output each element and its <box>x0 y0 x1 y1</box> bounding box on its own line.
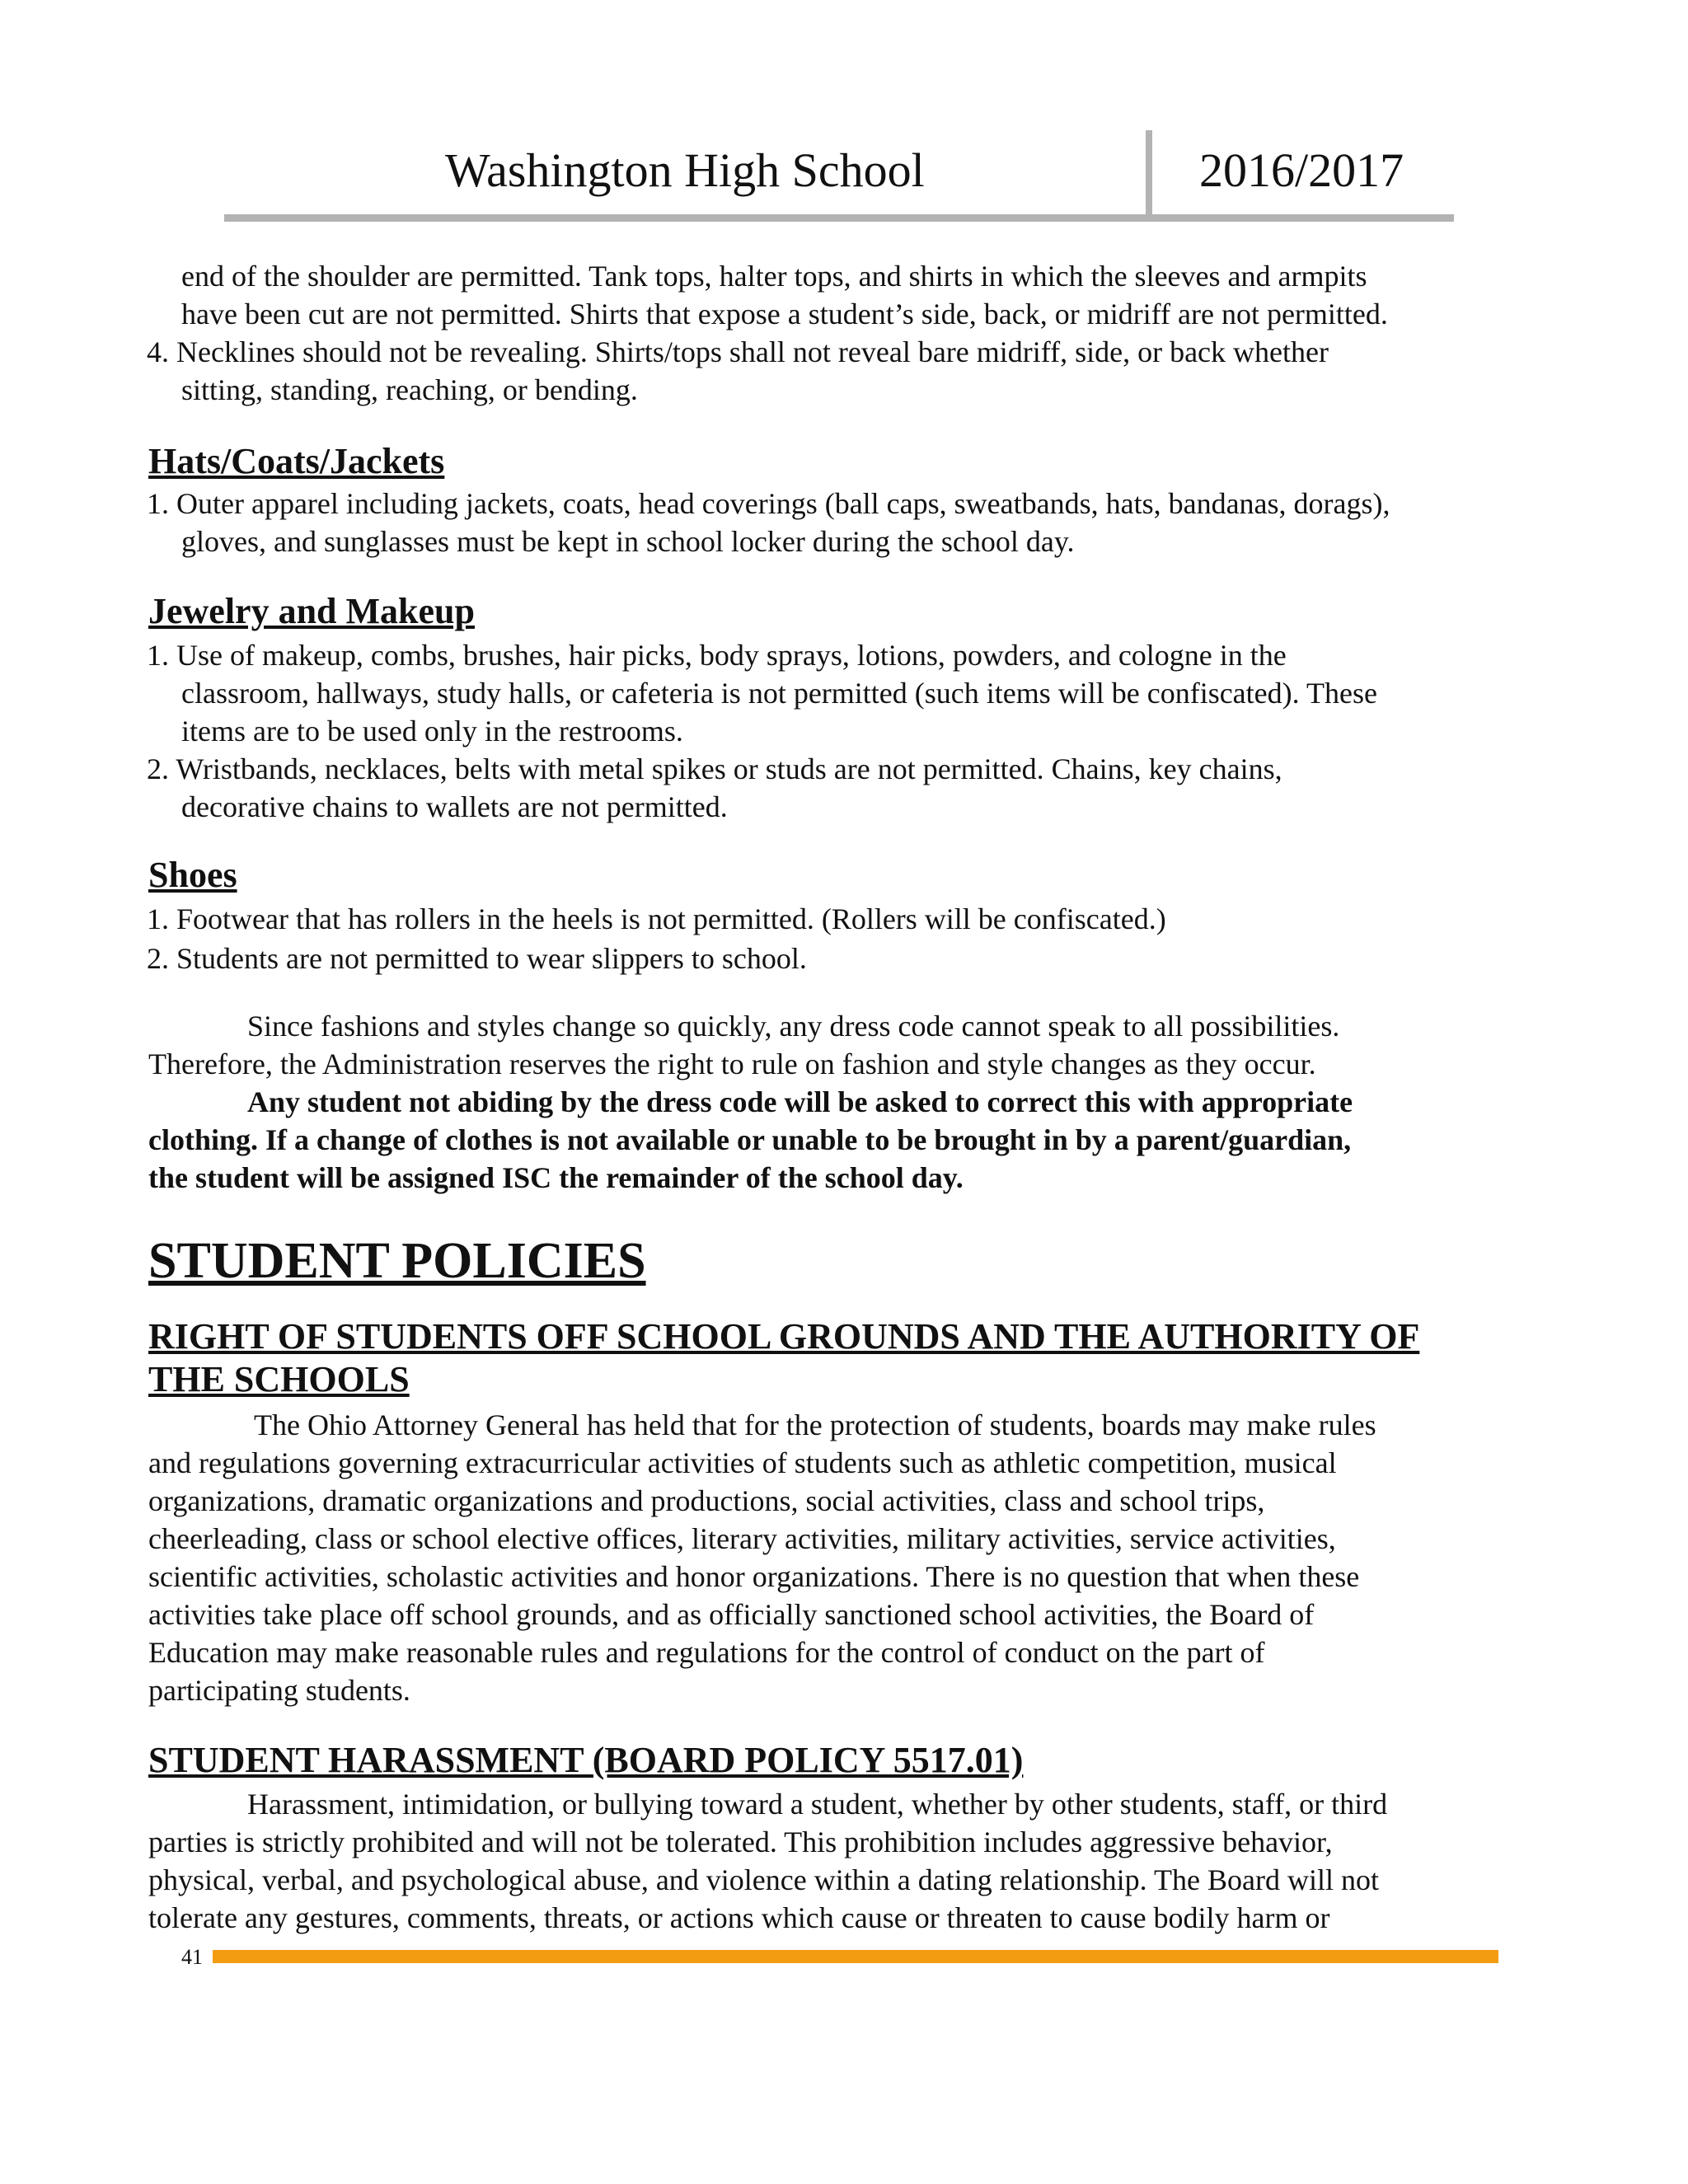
footer-accent-rule <box>213 1950 1498 1963</box>
rights-paragraph-line5: scientific activities, scholastic activities and honor organizations. There is no question that when these <box>148 1560 1360 1593</box>
closing-para1-line1: Since fashions and styles change so quickly, any dress code cannot speak to all possibilities. <box>247 1010 1340 1043</box>
hats-item1-line2: gloves, and sunglasses must be kept in school locker during the school day. <box>181 525 1075 558</box>
jewelry-heading: Jewelry and Makeup <box>148 591 475 631</box>
header-divider <box>1146 130 1152 219</box>
closing-bold-line2: clothing. If a change of clothes is not available or unable to be brought in by a parent/guardian, <box>148 1123 1352 1156</box>
jewelry-item1-line3: items are to be used only in the restrooms. <box>181 715 683 748</box>
header-school-name: Washington High School <box>445 143 925 197</box>
header-school-year: 2016/2017 <box>1199 143 1404 197</box>
rights-paragraph-line8: participating students. <box>148 1674 410 1707</box>
closing-bold-line1: Any student not abiding by the dress code will be asked to correct this with appropriate <box>247 1085 1353 1118</box>
shoes-heading: Shoes <box>148 855 237 895</box>
hats-heading: Hats/Coats/Jackets <box>148 441 445 481</box>
harassment-paragraph-line2: parties is strictly prohibited and will not be tolerated. This prohibition includes aggressive behavior, <box>148 1825 1333 1858</box>
header-rule <box>224 214 1454 222</box>
dress-code-item4-line2: sitting, standing, reaching, or bending. <box>181 373 638 406</box>
rights-heading-line2: THE SCHOOLS <box>148 1359 410 1399</box>
harassment-paragraph-line1: Harassment, intimidation, or bullying toward a student, whether by other students, staff, or third <box>247 1788 1388 1821</box>
rights-heading-line1: RIGHT OF STUDENTS OFF SCHOOL GROUNDS AND THE AUTHORITY OF <box>148 1316 1420 1357</box>
rights-paragraph-line3: organizations, dramatic organizations and productions, social activities, class and school trips, <box>148 1484 1265 1517</box>
closing-para1-line2: Therefore, the Administration reserves the right to rule on fashion and style changes as they occur. <box>148 1047 1316 1080</box>
jewelry-item1-line2: classroom, hallways, study halls, or cafeteria is not permitted (such items will be confiscated). These <box>181 677 1377 710</box>
dress-code-item3-line1: end of the shoulder are permitted. Tank tops, halter tops, and shirts in which the sleeves and armpits <box>181 260 1367 293</box>
harassment-paragraph-line4: tolerate any gestures, comments, threats, or actions which cause or threaten to cause bodily harm or <box>148 1901 1330 1934</box>
page-number: 41 <box>181 1945 203 1969</box>
rights-paragraph-line2: and regulations governing extracurricular activities of students such as athletic competition, musical <box>148 1446 1337 1479</box>
dress-code-item3-line2: have been cut are not permitted. Shirts that expose a student’s side, back, or midriff are not permitted. <box>181 298 1388 330</box>
rights-paragraph-line4: cheerleading, class or school elective offices, literary activities, military activities, service activities, <box>148 1522 1336 1555</box>
shoes-item1: 1. Footwear that has rollers in the heels is not permitted. (Rollers will be confiscated.) <box>147 902 1166 935</box>
harassment-paragraph-line3: physical, verbal, and psychological abuse, and violence within a dating relationship. The Board will not <box>148 1863 1379 1896</box>
jewelry-item2-line1: 2. Wristbands, necklaces, belts with metal spikes or studs are not permitted. Chains, key chains, <box>147 752 1282 785</box>
jewelry-item2-line2: decorative chains to wallets are not permitted. <box>181 790 728 823</box>
student-policies-heading: STUDENT POLICIES <box>148 1233 646 1289</box>
hats-item1-line1: 1. Outer apparel including jackets, coats, head coverings (ball caps, sweatbands, hats, bandanas, dorags), <box>147 487 1390 520</box>
closing-bold-line3: the student will be assigned ISC the remainder of the school day. <box>148 1161 964 1194</box>
rights-paragraph-line1: The Ohio Attorney General has held that for the protection of students, boards may make rules <box>254 1408 1376 1441</box>
harassment-heading: STUDENT HARASSMENT (BOARD POLICY 5517.01) <box>148 1740 1024 1780</box>
dress-code-item4-line1: 4. Necklines should not be revealing. Shirts/tops shall not reveal bare midriff, side, or back whether <box>147 335 1329 368</box>
rights-paragraph-line6: activities take place off school grounds, and as officially sanctioned school activities, the Board of <box>148 1598 1315 1631</box>
jewelry-item1-line1: 1. Use of makeup, combs, brushes, hair picks, body sprays, lotions, powders, and cologne in the <box>147 639 1287 672</box>
rights-paragraph-line7: Education may make reasonable rules and regulations for the control of conduct on the part of <box>148 1636 1265 1669</box>
shoes-item2: 2. Students are not permitted to wear slippers to school. <box>147 942 807 975</box>
